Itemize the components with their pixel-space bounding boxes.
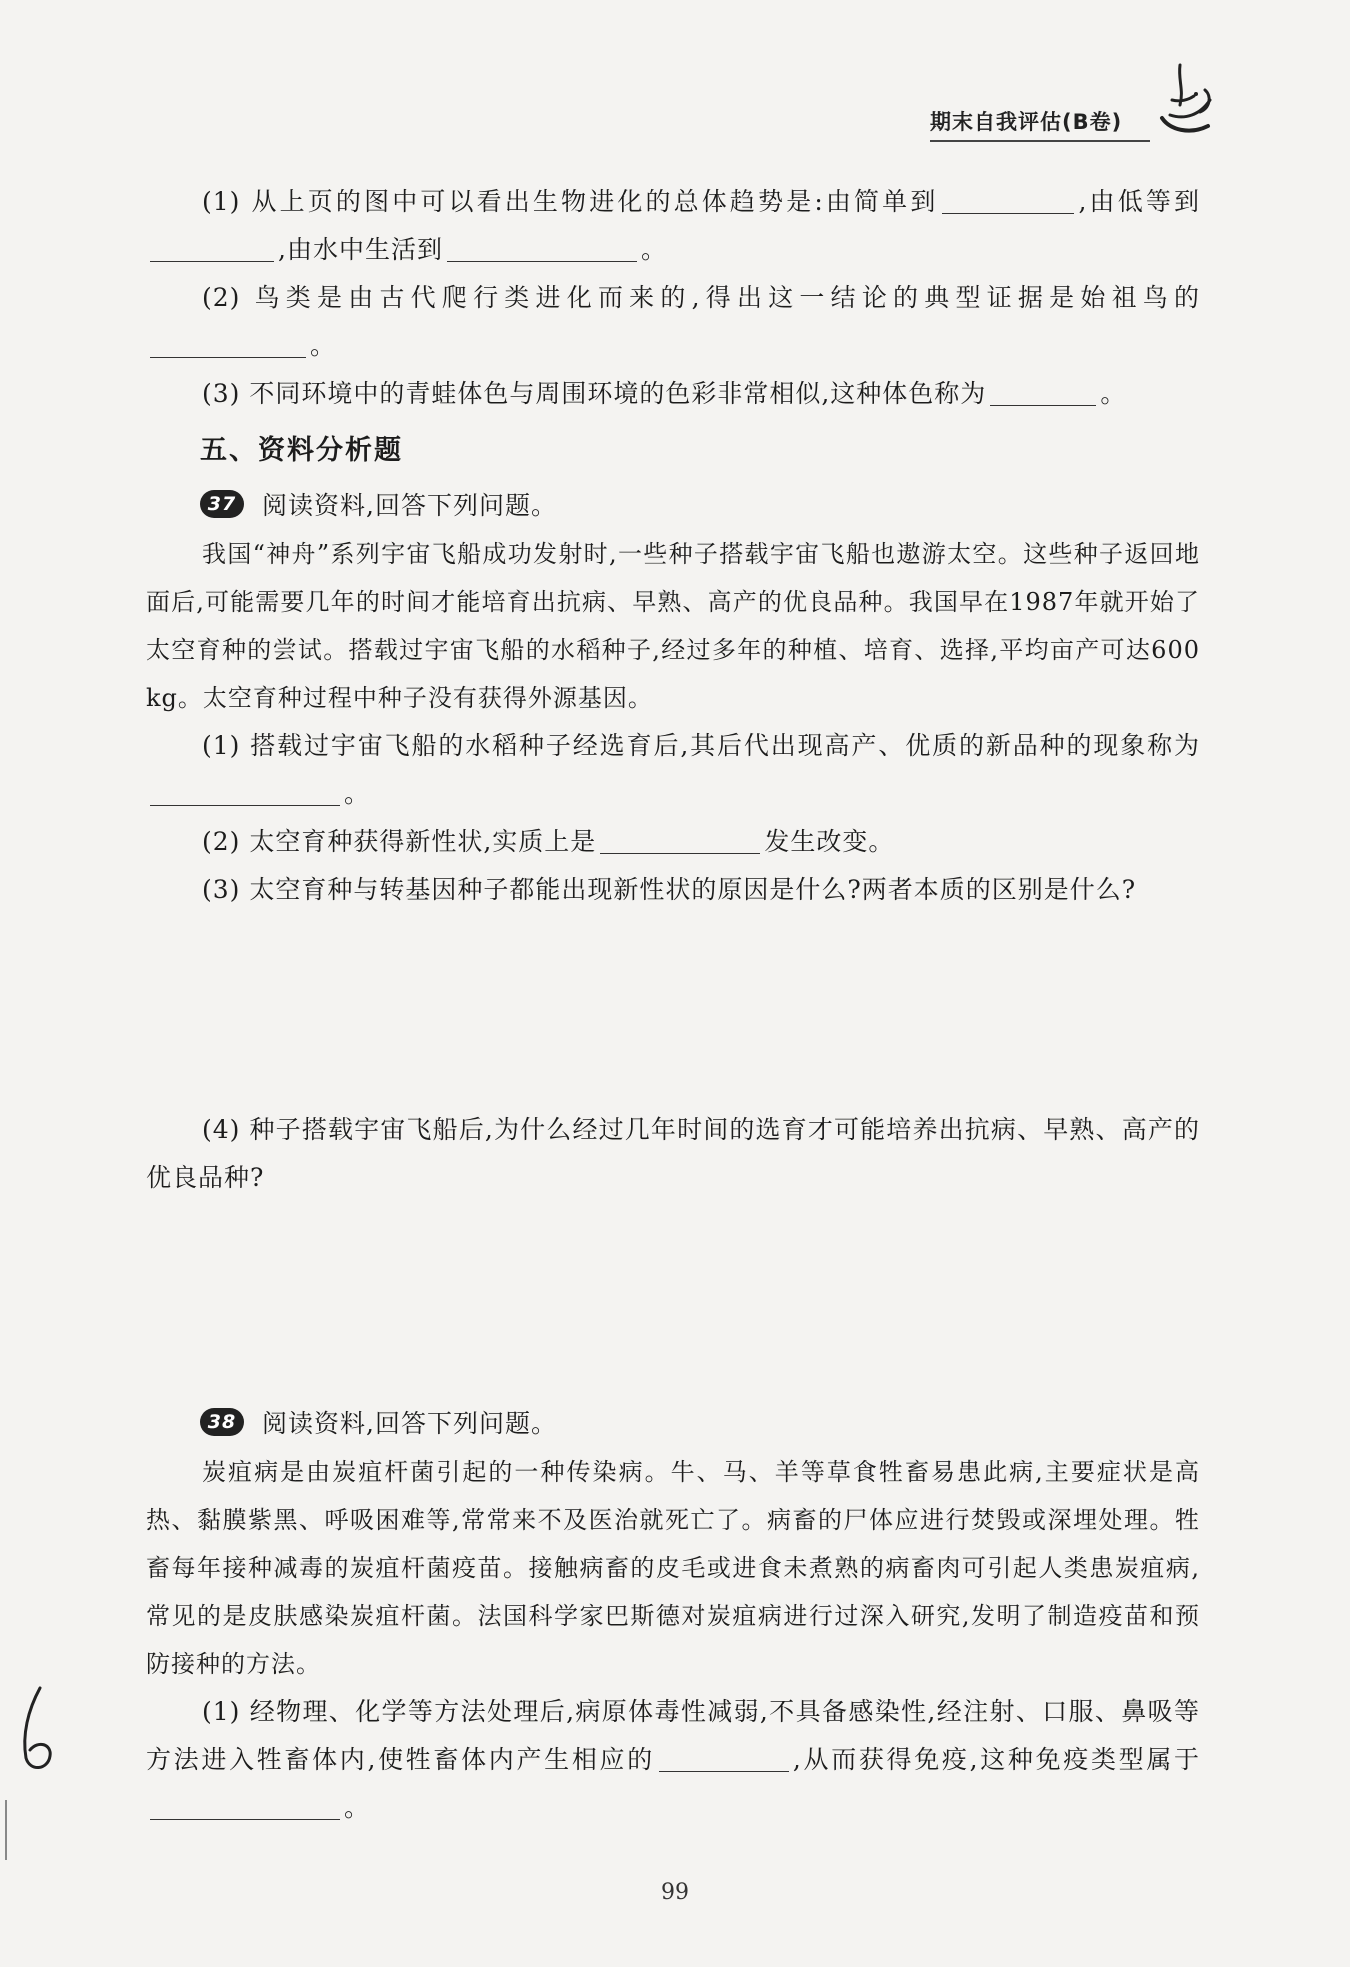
q38-heading — [200, 1404, 557, 1440]
page-number: 99 — [661, 1880, 689, 1905]
q37-part1: (1) 搭载过宇宙飞船的水稻种子经选育后,其后代出现高产、优质的新品种的现象称为。 — [146, 722, 1200, 818]
q37-part4: (4) 种子搭载宇宙飞船后,为什么经过几年时间的选育才可能培养出抗病、早熟、高产的优良品种? — [146, 1115, 1200, 1192]
answer-blank[interactable] — [659, 1745, 789, 1772]
answer-blank[interactable] — [150, 235, 274, 262]
q37-part3: (3) 太空育种与转基因种子都能出现新性状的原因是什么?两者本质的区别是什么? — [202, 875, 1137, 904]
answer-blank[interactable] — [150, 331, 306, 358]
q38-prompt: 阅读资料,回答下列问题。 — [262, 1409, 557, 1438]
q38-material: 炭疽病是由炭疽杆菌引起的一种传染病。牛、马、羊等草食牲畜易患此病,主要症状是高热、黏膜紫黑、呼吸困难等,常常来不及医治就死亡了。病畜的尸体应进行焚毁或深埋处理。牲畜每年接种减毒的炭疽杆菌疫苗。接触病畜的皮毛或进食未煮熟的病畜肉可引起人类患炭疽病,常见的是皮肤感染炭疽杆菌。法国科学家巴斯德对炭疽病进行过深入研究,发明了制造疫苗和预防接种的方法。 — [146, 1458, 1200, 1678]
header-title: 期末自我评估(B卷) — [930, 110, 1123, 134]
q37-part2: (2) 太空育种获得新性状,实质上是 发生改变。 — [202, 827, 895, 856]
answer-blank[interactable] — [600, 827, 760, 854]
section-title: 五、资料分析题 — [200, 435, 403, 466]
q37-prompt: 阅读资料,回答下列问题。 — [262, 491, 557, 520]
margin-line-icon — [0, 1800, 20, 1860]
header-ornament-icon — [1150, 60, 1225, 140]
q37-heading — [200, 486, 557, 522]
q36-part1: (1) 从上页的图中可以看出生物进化的总体趋势是:由简单到 ,由低等到,由水中生活到 。 — [146, 178, 1200, 274]
answer-blank[interactable] — [942, 187, 1074, 214]
answer-blank[interactable] — [990, 379, 1096, 406]
q37-material: 我国“神舟”系列宇宙飞船成功发射时,一些种子搭载宇宙飞船也遨游太空。这些种子返回地面后,可能需要几年的时间才能培育出抗病、早熟、高产的优良品种。我国早在1987年就开始了太空育种的尝试。搭载过宇宙飞船的水稻种子,经过多年的种植、培育、选择,平均亩产可达600 kg。太空育种过程中种子没有获得外源基因。 — [146, 540, 1200, 712]
q36-part2: (2) 鸟类是由古代爬行类进化而来的,得出这一结论的典型证据是始祖鸟的。 — [146, 274, 1200, 370]
answer-blank[interactable] — [150, 779, 340, 806]
answer-blank[interactable] — [447, 235, 637, 262]
handwritten-mark-icon — [10, 1680, 70, 1780]
question-number-badge: 38 — [200, 1408, 244, 1436]
q38-part1: (1) 经物理、化学等方法处理后,病原体毒性减弱,不具备感染性,经注射、口服、鼻吸等方法进入牲畜体内,使牲畜体内产生相应的 ,从而获得免疫,这种免疫类型属于。 — [146, 1697, 1200, 1822]
question-number-badge: 37 — [200, 490, 244, 518]
q36-part3: (3) 不同环境中的青蛙体色与周围环境的色彩非常相似,这种体色称为 。 — [202, 379, 1127, 408]
header-rule — [930, 140, 1150, 142]
answer-blank[interactable] — [150, 1793, 340, 1820]
